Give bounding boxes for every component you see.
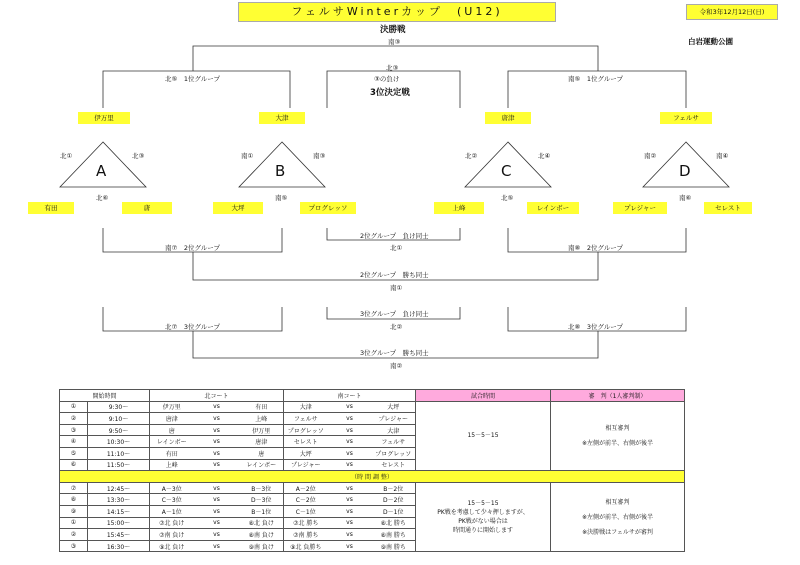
group-c-side-right: 北④ (538, 152, 551, 160)
north-team-2: 有田 (240, 401, 284, 413)
match-time: 12:45～ (88, 482, 150, 494)
group-c-letter: C (501, 162, 512, 180)
south-team-2: ⑧北 勝ち (372, 517, 416, 529)
north-team-1: 唐津 (150, 413, 194, 425)
south-team-1: C－2位 (284, 494, 328, 506)
south-team-2: セレスト (372, 459, 416, 471)
north-team-2: 上峰 (240, 413, 284, 425)
north-team-2: 唐津 (240, 436, 284, 448)
south-team-1: プレジャー (284, 459, 328, 471)
vs-label: vs (328, 424, 372, 436)
match-time: 9:50～ (88, 424, 150, 436)
south-team-2: プログレッソ (372, 447, 416, 459)
vs-label: vs (328, 529, 372, 541)
north-team-2: ⑧北 負け (240, 517, 284, 529)
final-title: 決勝戦 (380, 25, 406, 35)
vs-label: vs (194, 540, 240, 552)
break-row (60, 471, 685, 483)
north-team-2: 唐 (240, 447, 284, 459)
vs-label: vs (194, 413, 240, 425)
schedule-header-row (60, 390, 685, 402)
group-a-letter: A (96, 162, 107, 180)
notes-half-info: ※左側が前半、右側が後半 (581, 439, 654, 447)
group-c-right-team: レインボー (527, 202, 579, 214)
vs-label: vs (194, 459, 240, 471)
vs-label: vs (328, 401, 372, 413)
break-label: （時 間 調 整） (60, 471, 685, 483)
match-time: 15:00～ (88, 517, 150, 529)
north-winner-group: 北⑤ 1位グループ (165, 75, 220, 83)
vs-label: vs (194, 517, 240, 529)
north-team-1: C－3位 (150, 494, 194, 506)
south-team-2: D－1位 (372, 505, 416, 517)
group-a-side-right: 北③ (132, 152, 145, 160)
south-team-2: ⑨南 勝ち (372, 540, 416, 552)
south-team-2: フェルサ (372, 436, 416, 448)
vs-label: vs (194, 436, 240, 448)
match-time: 9:10～ (88, 413, 150, 425)
match-time: 14:15～ (88, 505, 150, 517)
south-team-2: プレジャー (372, 413, 416, 425)
group-d-left-team: プレジャー (613, 202, 667, 214)
second-north-group: 南⑦ 2位グループ (165, 244, 220, 252)
group-d-top-team: フェルサ (660, 112, 712, 124)
notes-final-referee: ※決勝戦はフェルサが審判 (582, 528, 653, 536)
event-date: 令和3年12月12日(日) (686, 4, 778, 20)
group-b-left-team: 大坪 (213, 202, 263, 214)
vs-label: vs (194, 505, 240, 517)
south-team-2: 大津 (372, 424, 416, 436)
north-team-2: B－1位 (240, 505, 284, 517)
group-c-left-team: 上峰 (434, 202, 484, 214)
vs-label: vs (194, 424, 240, 436)
north-team-2: D－3位 (240, 494, 284, 506)
match-time-block-2 (416, 482, 551, 552)
south-team-1: フェルサ (284, 413, 328, 425)
group-d-right-team: セレスト (704, 202, 752, 214)
notes-block-2 (551, 482, 685, 552)
final-court: 南③ (388, 38, 401, 46)
group-b-letter: B (275, 162, 286, 180)
match-no: ① (60, 517, 88, 529)
vs-label: vs (328, 505, 372, 517)
match-time: 16:30～ (88, 540, 150, 552)
tournament-title: フェルサWinterカップ (U12) (238, 2, 556, 22)
match-time-block-1: 15－5－15 (416, 401, 551, 471)
north-team-2: B－3位 (240, 482, 284, 494)
vs-label: vs (328, 436, 372, 448)
match-time-note: 時間通りに開始します (452, 527, 513, 535)
south-team-1: 大津 (284, 401, 328, 413)
group-b-side-left: 南① (241, 152, 254, 160)
third-winners-court: 南② (390, 362, 403, 370)
header-time: 開始時間 (60, 390, 150, 402)
north-team-1: 有田 (150, 447, 194, 459)
match-time: 9:30～ (88, 401, 150, 413)
south-team-1: セレスト (284, 436, 328, 448)
north-team-1: A－3位 (150, 482, 194, 494)
group-a-right-team: 唐 (122, 202, 172, 214)
match-no: ③ (60, 540, 88, 552)
header-notes: 審 判（1人審判制） (551, 390, 685, 402)
vs-label: vs (328, 447, 372, 459)
group-d-side-right: 南④ (716, 152, 729, 160)
second-losers-court: 北① (390, 244, 403, 252)
north-team-1: ⑦北 負け (150, 517, 194, 529)
match-time: 15:45～ (88, 529, 150, 541)
group-a-bottom: 北⑥ (96, 194, 109, 202)
group-a-side-left: 北① (60, 152, 73, 160)
match-no: ⑤ (60, 447, 88, 459)
match-time-note: PK戦がない場合は (458, 518, 508, 526)
notes-referee: 相互審判 (605, 424, 630, 432)
third-place-court: 北③ (386, 64, 399, 72)
match-no: ⑧ (60, 494, 88, 506)
group-c-top-team: 唐津 (485, 112, 531, 124)
group-b-right-team: プログレッソ (300, 202, 356, 214)
group-d-letter: D (679, 162, 691, 180)
notes-half-info: ※左側が前半、右側が後半 (581, 513, 654, 521)
vs-label: vs (194, 494, 240, 506)
third-winners-label: 3位グループ 勝ち同士 (360, 349, 429, 357)
match-no: ② (60, 413, 88, 425)
match-no: ④ (60, 436, 88, 448)
match-no: ① (60, 401, 88, 413)
third-losers-court: 北② (390, 323, 403, 331)
third-south-group: 北⑧ 3位グループ (568, 323, 623, 331)
schedule-table (59, 389, 685, 552)
south-team-1: C－1位 (284, 505, 328, 517)
south-team-2: ⑧南 勝ち (372, 529, 416, 541)
group-b-bottom: 南⑤ (275, 194, 288, 202)
match-no: ② (60, 529, 88, 541)
south-team-2: D－2位 (372, 494, 416, 506)
south-team-2: 大坪 (372, 401, 416, 413)
header-south-court: 南コート (284, 390, 416, 402)
third-place-title: 3位決定戦 (370, 88, 410, 98)
venue-name: 白岩運動公園 (688, 37, 733, 46)
second-winners-court: 南① (390, 284, 403, 292)
south-team-1: ⑨北 負勝ち (284, 540, 328, 552)
north-team-1: 唐 (150, 424, 194, 436)
vs-label: vs (328, 540, 372, 552)
south-team-1: 大坪 (284, 447, 328, 459)
north-team-1: 上峰 (150, 459, 194, 471)
north-team-1: ⑨北 負け (150, 540, 194, 552)
north-team-1: ⑦南 負け (150, 529, 194, 541)
south-team-1: プログレッソ (284, 424, 328, 436)
group-c-bottom: 北⑤ (501, 194, 514, 202)
group-a-top-team: 伊万里 (78, 112, 130, 124)
second-winners-label: 2位グループ 勝ち同士 (360, 271, 429, 279)
notes-referee: 相互審判 (605, 498, 630, 506)
match-time-note: PK戦を考慮して少々押しますが、 (437, 509, 529, 517)
vs-label: vs (194, 401, 240, 413)
south-team-1: ⑦南 勝ち (284, 529, 328, 541)
header-match-time: 試合時間 (416, 390, 551, 402)
match-time: 10:30～ (88, 436, 150, 448)
vs-label: vs (194, 447, 240, 459)
north-team-2: レインボー (240, 459, 284, 471)
vs-label: vs (328, 459, 372, 471)
vs-label: vs (194, 482, 240, 494)
header-north-court: 北コート (150, 390, 284, 402)
vs-label: vs (328, 413, 372, 425)
match-time: 13:30～ (88, 494, 150, 506)
north-team-2: ⑧南 負け (240, 529, 284, 541)
south-team-1: ⑦北 勝ち (284, 517, 328, 529)
group-d-side-left: 南② (644, 152, 657, 160)
match-no: ⑦ (60, 482, 88, 494)
north-team-2: 伊万里 (240, 424, 284, 436)
notes-block-1 (551, 401, 685, 471)
match-time: 11:10～ (88, 447, 150, 459)
group-c-side-left: 北② (465, 152, 478, 160)
table-row (60, 401, 685, 413)
south-team-2: B－2位 (372, 482, 416, 494)
third-losers-label: 3位グループ 負け同士 (360, 310, 429, 318)
north-team-1: レインボー (150, 436, 194, 448)
second-losers-label: 2位グループ 負け同士 (360, 232, 429, 240)
vs-label: vs (328, 517, 372, 529)
match-time: 11:50～ (88, 459, 150, 471)
table-row (60, 482, 685, 494)
group-d-bottom: 南⑥ (679, 194, 692, 202)
third-place-desc: ③の負け (374, 75, 400, 83)
second-south-group: 南⑧ 2位グループ (568, 244, 623, 252)
third-north-group: 北⑦ 3位グループ (165, 323, 220, 331)
vs-label: vs (194, 529, 240, 541)
north-team-1: 伊万里 (150, 401, 194, 413)
group-b-side-right: 南③ (313, 152, 326, 160)
group-b-top-team: 大津 (259, 112, 305, 124)
south-winner-group: 南⑤ 1位グループ (568, 75, 623, 83)
match-no: ⑨ (60, 505, 88, 517)
group-a-left-team: 有田 (28, 202, 74, 214)
match-no: ③ (60, 424, 88, 436)
vs-label: vs (328, 482, 372, 494)
match-time-value: 15－5－15 (467, 500, 499, 508)
vs-label: vs (328, 494, 372, 506)
match-no: ⑥ (60, 459, 88, 471)
north-team-2: ⑨南 負け (240, 540, 284, 552)
south-team-1: A－2位 (284, 482, 328, 494)
north-team-1: A－1位 (150, 505, 194, 517)
